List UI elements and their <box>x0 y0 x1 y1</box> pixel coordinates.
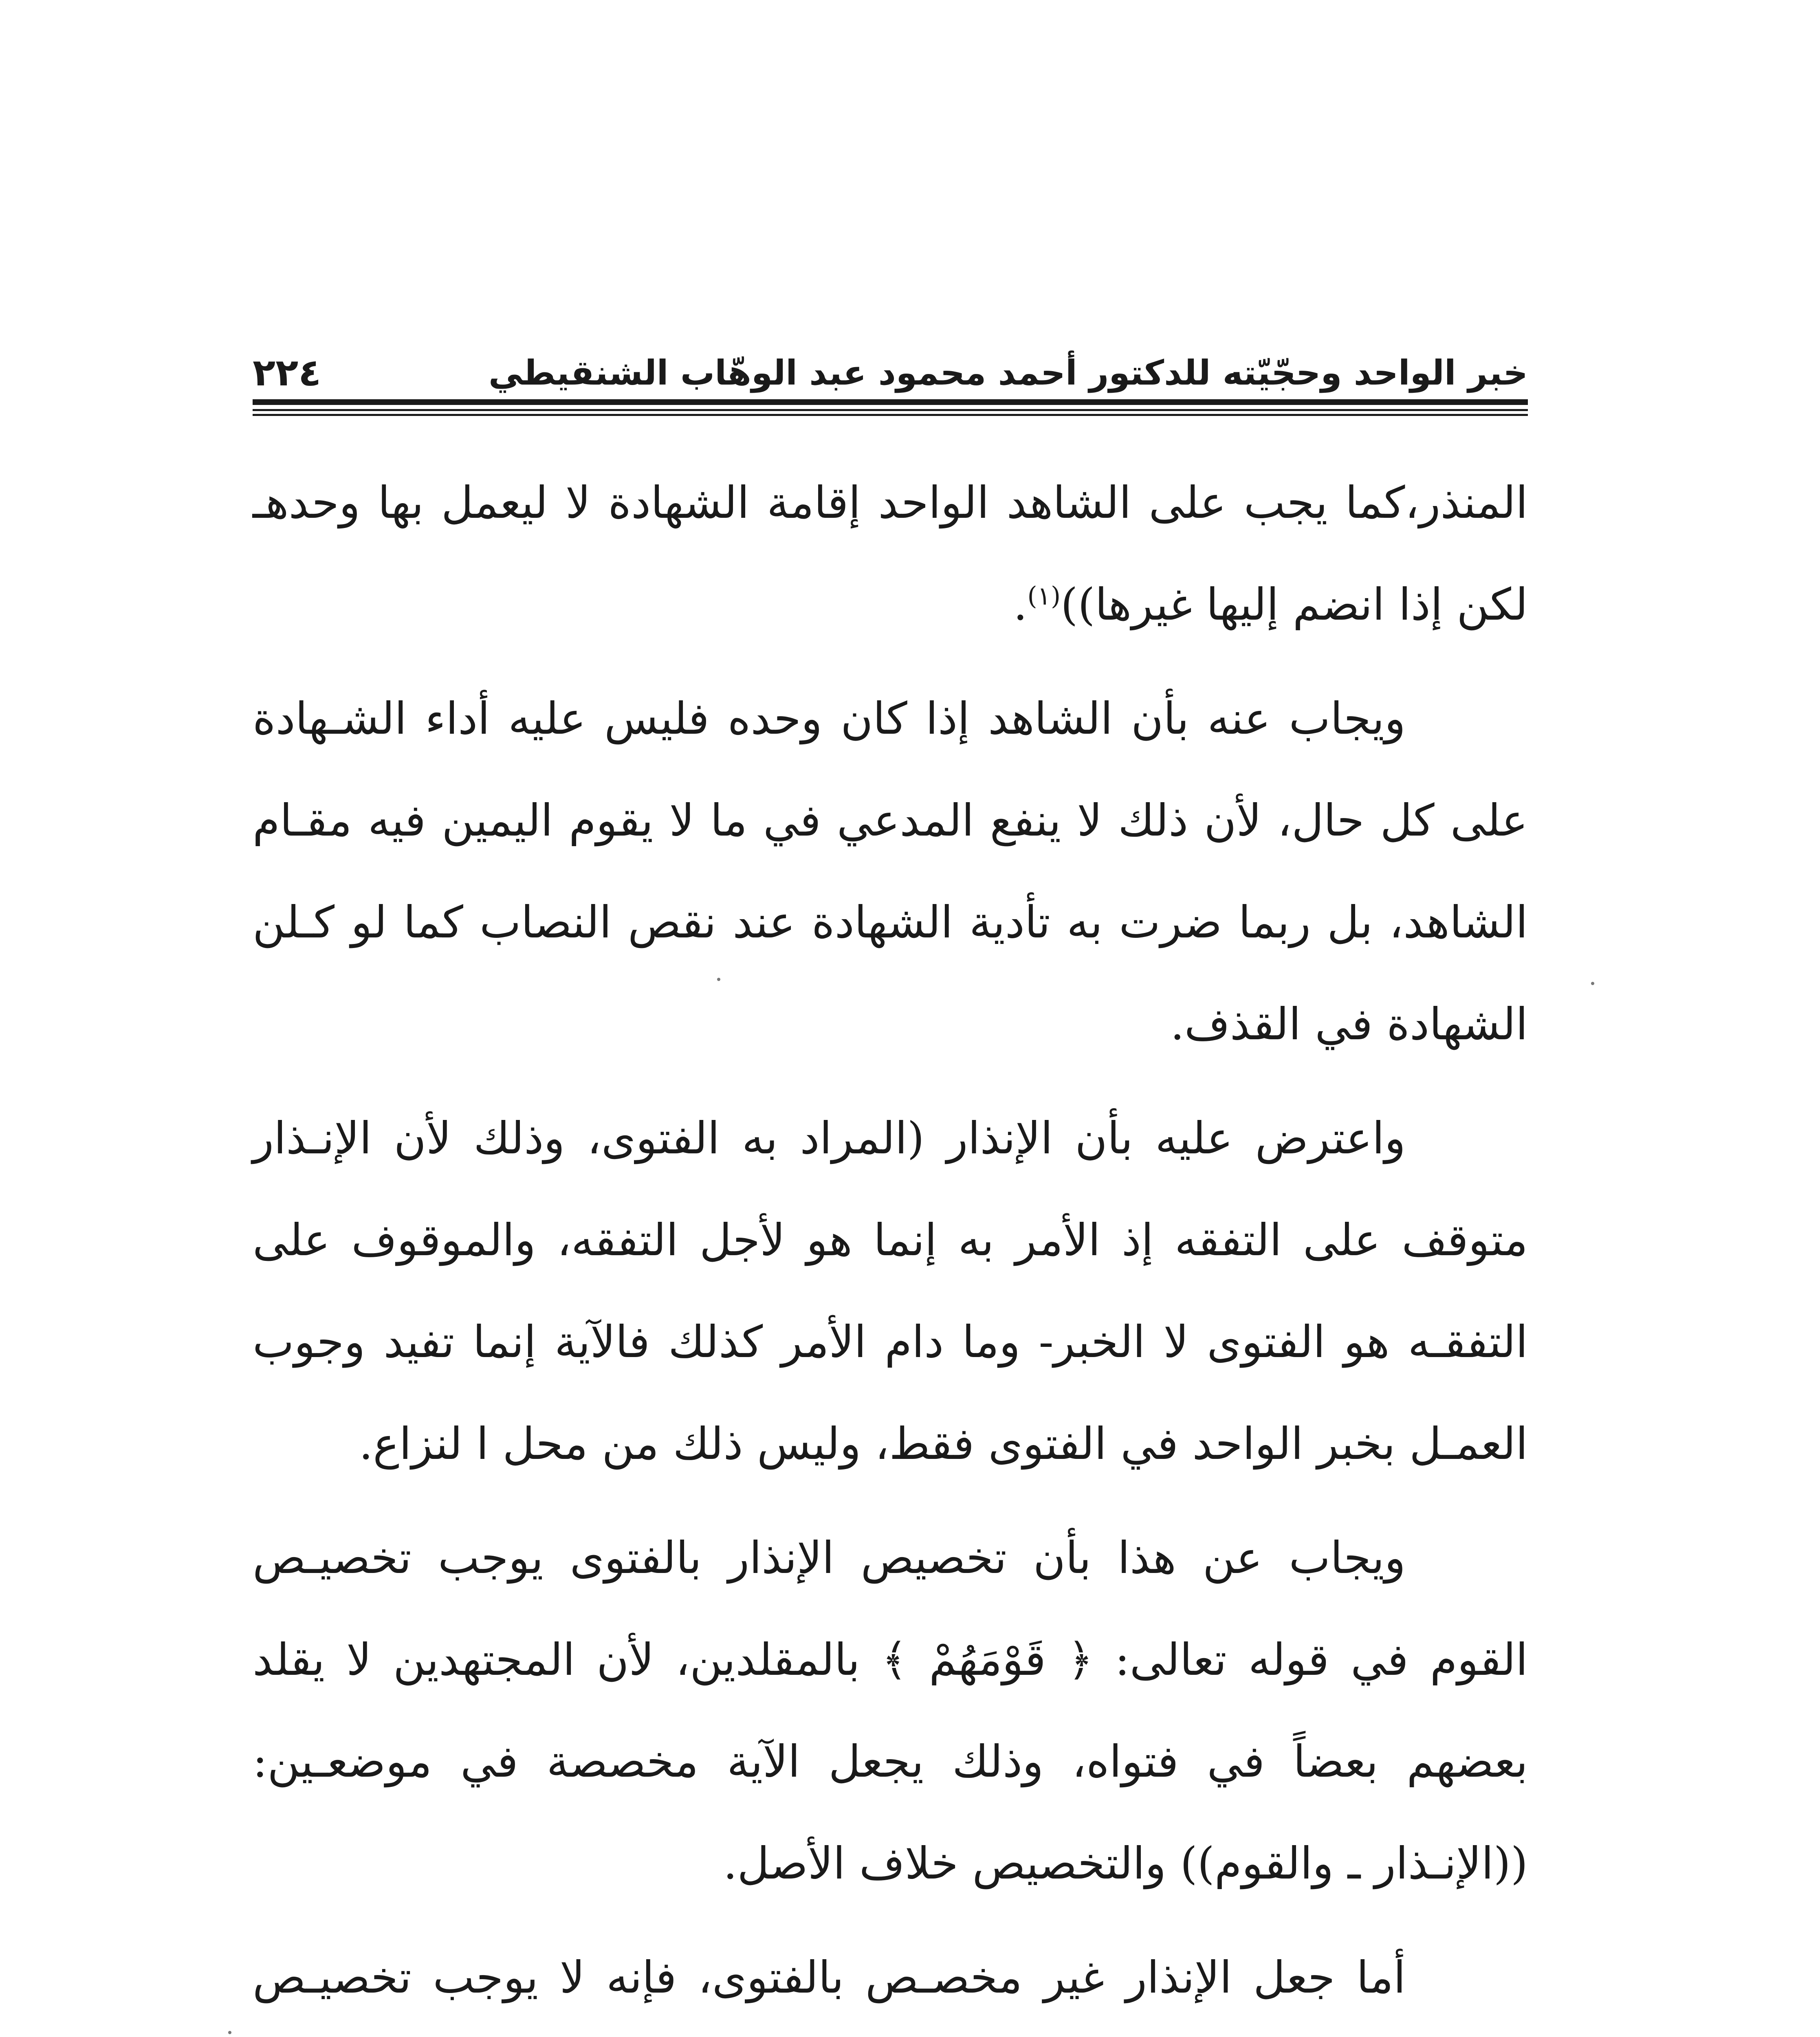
header-rule-thin <box>253 409 1528 411</box>
page-number: ٢٢٤ <box>253 351 321 394</box>
footnote-reference: (١) <box>1027 581 1061 611</box>
scan-speck <box>717 978 720 981</box>
paragraph-5: أما جعل الإنذار غير مخصـص بالفتوى، فإنه لا يوجب تخصيـص <box>253 1952 1406 2003</box>
scan-speck <box>1591 982 1594 985</box>
header-rule <box>253 399 1528 424</box>
header-title: خبر الواحد وحجّيّته للدكتور أحمد محمود عبد الوهّاب الشنقيطي <box>488 353 1528 393</box>
paragraph-1-end: . <box>1013 579 1028 630</box>
paragraph-1 <box>253 452 1528 656</box>
header-rule-thin <box>253 414 1528 416</box>
paragraph-1-text: المنذر،كما يجب على الشاهد الواحد إقامة الشهادة لا ليعمل بها وحدهـ لكن إذا انضم إليها غيرها)) <box>253 477 1528 630</box>
paragraph-2: ويجاب عنه بأن الشاهد إذا كان وحده فليس عليه أداء الشـهادة على كل حال، لأن ذلك لا ينفع المدعي في ما لا يقوم اليمين فيه مقـام الشاهد، بل ربما ضرت به تأدية الشهادة عند نقص النصاب كما لو كـلن الشهادة في القذف. <box>253 693 1528 1050</box>
paragraph-4: ويجاب عن هذا بأن تخصيص الإنذار بالفتوى يوجب تخصيـص القوم في قوله تعالى: ﴿ قَوْمَهُمْ ﴾ بالمقلدين، لأن المجتهدين لا يقلد بعضهم بعضاً في فتواه، وذلك يجعل الآية مخصصة في موضعـين: ((الإنـذار ـ والقوم)) والتخصيص خلاف الأصل. <box>253 1533 1528 1889</box>
running-header <box>253 346 1528 399</box>
body-text <box>253 452 1528 2037</box>
scan-speck <box>228 2031 231 2034</box>
paragraph-3: واعترض عليه بأن الإنذار (المراد به الفتوى، وذلك لأن الإنـذار متوقف على التفقه إذ الأمر به إنما هو لأجل التفقه، والموقوف على التفقـه هو الفتوى لا الخبر- وما دام الأمر كذلك فالآية إنما تفيد وجوب العمـل بخبر الواحد في الفتوى فقط، وليس ذلك من محل ا لنزاع. <box>253 1113 1528 1469</box>
header-rule-thick <box>253 399 1528 405</box>
